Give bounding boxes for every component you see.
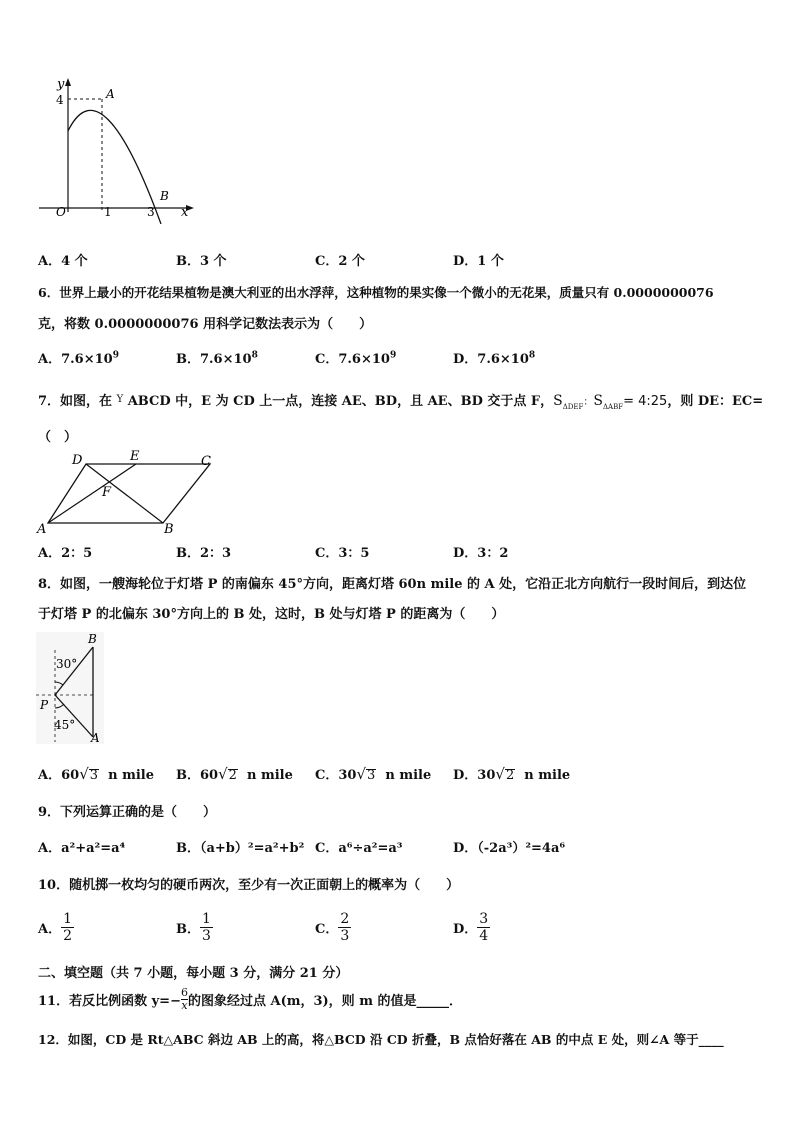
q6-option-b-base: B．7.6×10 xyxy=(176,352,252,367)
parallelogram-figure xyxy=(35,447,225,537)
q7-option-b[interactable]: B．2：3 xyxy=(176,546,232,561)
point-b-label: B xyxy=(88,632,97,646)
point-p-label: P xyxy=(40,698,49,712)
q6-option-c-exp: 9 xyxy=(389,350,397,361)
q8-option-b-unit: n mile xyxy=(247,768,293,783)
q11-fraction: $\frac{6}{x}$ xyxy=(180,986,188,1012)
parabola-graph xyxy=(35,74,200,224)
q8-option-c[interactable]: C．30√3 n mile xyxy=(315,765,432,783)
tick-label-4: 4 xyxy=(56,93,64,107)
q10-option-d-fraction: $\frac{3}{4}$ xyxy=(479,911,489,944)
point-b-label: B xyxy=(160,189,169,203)
q10-option-a[interactable] xyxy=(38,911,74,944)
q11-stem xyxy=(38,987,462,1012)
q9-stem: 9．下列运算正确的是（ ） xyxy=(38,805,217,820)
q7-ratio: = 4:25 xyxy=(623,394,668,409)
q7-s-abf: $S_{\Delta ABF}$ xyxy=(593,393,624,411)
vertex-c-label: C xyxy=(201,454,211,469)
angle-45-label: 45° xyxy=(54,718,76,732)
tick-label-3: 3 xyxy=(147,205,155,219)
q8-option-d-radicand: 2 xyxy=(505,768,515,783)
q11-post: 的图象经过点 A(m，3)，则 m 的值是_____． xyxy=(187,994,462,1009)
q6-option-a[interactable] xyxy=(38,348,119,367)
q8-option-d[interactable]: D．30√2 n mile xyxy=(453,765,571,783)
parallelogram-symbol: Y xyxy=(116,394,124,405)
q8-stem-line1: 8．如图，一艘海轮位于灯塔 P 的南偏东 45°方向，距离灯塔 60n mile 的 A 处，它沿正北方向航行一段时间后，到达位 xyxy=(38,577,747,592)
q7-s-def: $S_{\Delta DEF}$ xyxy=(553,393,584,411)
q7-stem-pre: 7．如图，在 xyxy=(38,394,117,409)
q7-stem-end: ，则 DE：EC= xyxy=(667,394,764,409)
x-axis-label: x xyxy=(181,205,189,220)
q10-option-b-fraction: $\frac{1}{3}$ xyxy=(202,911,211,944)
q6-option-d[interactable] xyxy=(453,348,535,367)
q7-stem-line2: （ ） xyxy=(38,430,78,445)
q5-option-b[interactable]: B．3 个 xyxy=(176,254,227,269)
vertex-e-label: E xyxy=(130,449,140,464)
angle-30-label: 30° xyxy=(56,657,78,671)
q9-option-c[interactable]: C．a⁶÷a²=a³ xyxy=(315,841,403,856)
point-a-label: A xyxy=(106,87,115,101)
q6-option-a-base: A．7.6×10 xyxy=(38,352,113,367)
q7-stem-line1 xyxy=(38,390,763,411)
q10-option-c-fraction: $\frac{2}{3}$ xyxy=(340,911,350,944)
q7-option-d[interactable]: D．3：2 xyxy=(453,546,509,561)
q8-option-b[interactable]: B．60√2 n mile xyxy=(176,765,293,783)
q8-option-b-radicand: 2 xyxy=(228,768,237,783)
q8-option-c-radicand: 3 xyxy=(367,768,376,783)
q10-stem: 10．随机掷一枚均匀的硬币两次，至少有一次正面朝上的概率为（ ） xyxy=(38,878,460,893)
q6-stem-line1: 6．世界上最小的开花结果植物是澳大利亚的出水浮萍，这种植物的果实像一个微小的无花果，质量只有 0.0000000076 xyxy=(38,285,714,300)
origin-label: O xyxy=(56,205,66,219)
tick-label-1: 1 xyxy=(104,205,112,219)
q10-option-b-label: B． xyxy=(176,922,200,937)
vertex-a-label: A xyxy=(37,522,47,537)
q8-option-a-unit: n mile xyxy=(108,768,154,783)
q11-pre: 11．若反比例函数 y=− xyxy=(38,994,181,1009)
q9-option-d[interactable]: D．（-2a³）²=4a⁶ xyxy=(453,841,566,856)
q10-option-a-fraction: $\frac{1}{2}$ xyxy=(63,911,73,944)
q6-option-c[interactable] xyxy=(315,348,396,367)
q8-option-c-unit: n mile xyxy=(385,768,432,783)
q10-option-b[interactable] xyxy=(176,911,213,944)
q8-option-d-coef: D．30 xyxy=(453,768,496,783)
lighthouse-figure xyxy=(36,632,108,744)
q6-option-c-base: C．7.6×10 xyxy=(315,352,390,367)
q5-option-d[interactable]: D．1 个 xyxy=(453,254,504,269)
q10-option-a-label: A． xyxy=(38,922,62,937)
q6-stem-line2: 克，将数 0.0000000076 用科学记数法表示为（ ） xyxy=(38,317,373,332)
q7-stem-mid: ABCD 中，E 为 CD 上一点，连接 AE、BD，且 AE、BD 交于点 F， xyxy=(123,394,554,409)
q8-option-a[interactable]: A．60√3 n mile xyxy=(38,765,154,783)
q10-option-d-label: D． xyxy=(453,922,478,937)
q8-option-a-coef: A．60 xyxy=(38,768,80,783)
point-f-label: F xyxy=(102,485,112,500)
q6-option-b[interactable] xyxy=(176,348,258,367)
q8-option-d-unit: n mile xyxy=(524,768,571,783)
q9-option-a[interactable]: A．a²+a²=a⁴ xyxy=(38,841,126,856)
q6-option-b-exp: 8 xyxy=(251,350,258,361)
q7-option-a[interactable]: A．2：5 xyxy=(38,546,93,561)
q5-option-a[interactable]: A．4 个 xyxy=(38,254,88,269)
q6-option-a-exp: 9 xyxy=(112,350,119,361)
q5-option-c[interactable]: C．2 个 xyxy=(315,254,365,269)
q8-option-a-radicand: 3 xyxy=(89,768,99,783)
y-axis-label: y xyxy=(57,77,65,92)
q6-option-d-base: D．7.6×10 xyxy=(453,352,529,367)
q10-option-c[interactable] xyxy=(315,911,351,944)
q10-option-c-label: C． xyxy=(315,922,339,937)
q7-colon: ： xyxy=(583,397,594,408)
q12-stem: 12．如图，CD 是 Rt△ABC 斜边 AB 上的高，将△BCD 沿 CD 折叠，B 点恰好落在 AB 的中点 E 处，则∠A 等于____ xyxy=(38,1032,724,1047)
q7-option-c[interactable]: C．3：5 xyxy=(315,546,370,561)
q8-stem-line2: 于灯塔 P 的北偏东 30°方向上的 B 处，这时，B 处与灯塔 P 的距离为（ ） xyxy=(38,607,505,622)
q10-option-d[interactable] xyxy=(453,911,490,944)
q6-option-d-exp: 8 xyxy=(528,350,536,361)
q9-option-b[interactable]: B．（a+b）²=a²+b² xyxy=(176,841,305,856)
vertex-d-label: D xyxy=(72,453,83,468)
q8-option-c-coef: C．30 xyxy=(315,768,357,783)
point-a-label: A xyxy=(91,731,100,744)
q8-option-b-coef: B．60 xyxy=(176,768,219,783)
vertex-b-label: B xyxy=(164,522,174,537)
section-2-heading: 二、填空题（共 7 小题，每小题 3 分，满分 21 分） xyxy=(38,966,349,981)
